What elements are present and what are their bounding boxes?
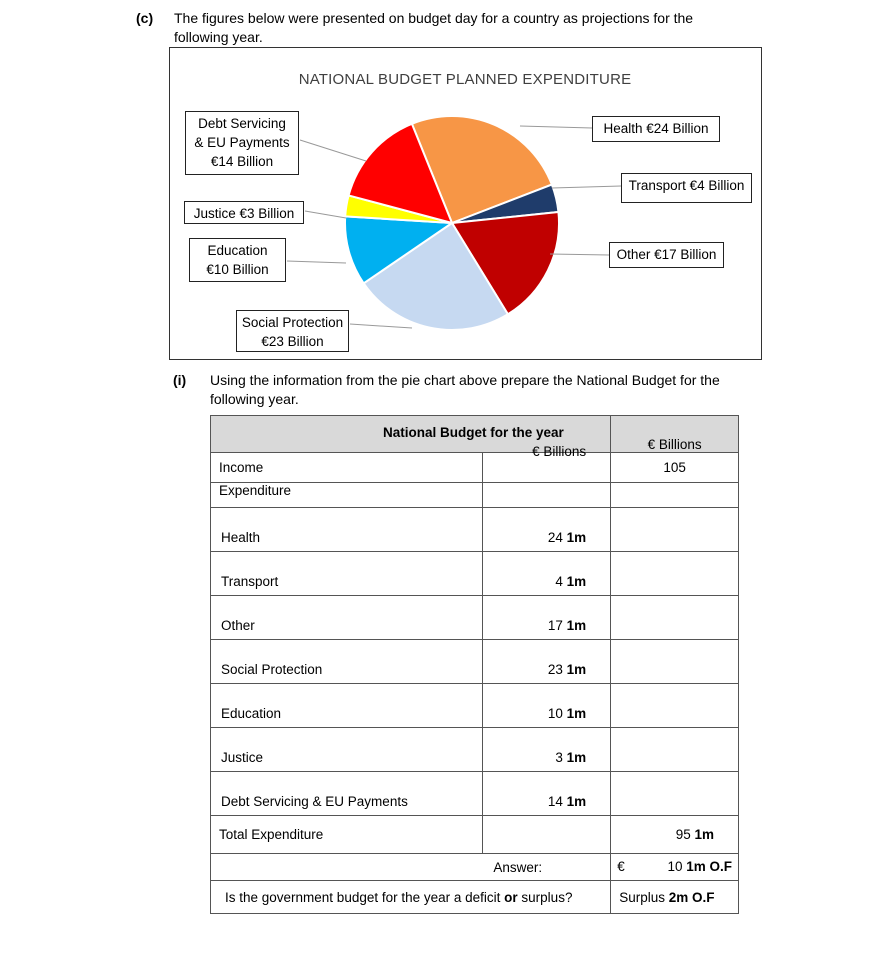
final-question [211,881,611,914]
col2-header: € Billions [611,416,739,453]
col1-header: € Billions [532,444,587,459]
expense-value: 3 [555,750,563,765]
callout-debt-line2: & EU Payments [194,135,290,150]
empty-cell [611,508,739,552]
table-row [211,483,739,508]
expense-value-cell [483,728,611,772]
expense-mark: 1m [566,706,587,721]
final-question-part2: surplus? [517,889,573,905]
answer-mark: 1m O.F [686,859,732,874]
answer-currency: € [617,859,625,874]
expense-value-cell [483,552,611,596]
expense-value-cell [483,596,611,640]
empty-cell [483,483,611,508]
expense-rows [211,508,739,816]
empty-cell [611,552,739,596]
expense-label: Health [211,508,483,552]
callout-leader-line [552,186,621,188]
table-row [211,453,739,483]
expense-label: Justice [211,728,483,772]
income-value: 105 [611,453,739,483]
expense-mark: 1m [566,750,587,765]
empty-cell [611,728,739,772]
table-row [211,854,739,881]
expense-mark: 1m [566,574,587,589]
table-row [211,728,739,772]
expense-value: 4 [555,574,563,589]
expense-value: 14 [547,794,563,809]
income-label: Income [211,453,483,483]
callout-social-line1: Social Protection [241,315,344,330]
callout-education-line1: Education [207,243,268,258]
table-row [211,881,739,914]
expense-label: Education [211,684,483,728]
pie-chart-frame [169,47,762,360]
empty-cell [611,772,739,816]
expenditure-label: Expenditure [211,483,483,508]
table-row [211,772,739,816]
callout-leader-line [305,211,346,218]
final-mark: 2m O.F [668,889,715,905]
empty-cell [611,483,739,508]
expense-value-cell [483,684,611,728]
expense-mark: 1m [566,662,587,677]
expense-mark: 1m [566,618,587,633]
empty-cell [611,684,739,728]
callout-health: Health €24 Billion [592,116,720,142]
total-label: Total Expenditure [211,816,483,854]
subquestion-label: (i) [173,372,187,388]
expense-label: Other [211,596,483,640]
expense-value: 17 [547,618,563,633]
total-value: 95 [675,827,691,842]
callout-leader-line [350,324,412,328]
table-row [211,596,739,640]
total-col1 [483,816,611,854]
answer-label: Answer: [211,854,611,881]
callout-leader-line [287,261,346,263]
table-row [211,816,739,854]
expense-mark: 1m [566,530,587,545]
callout-social-line2: €23 Billion [261,334,324,349]
expense-value-cell [483,640,611,684]
final-answer: Surplus [619,889,665,905]
expense-mark: 1m [566,794,587,809]
expense-value: 24 [547,530,563,545]
final-answer-cell [611,881,739,914]
callout-social-protection [236,310,349,352]
answer-cell [611,854,739,881]
table-row [211,508,739,552]
callout-debt-line1: Debt Servicing [198,116,286,131]
callout-debt-line3: €14 Billion [210,154,274,169]
subquestion-text: Using the information from the pie chart above prepare the National Budget for the following year. [210,372,720,407]
expense-value-cell [483,772,611,816]
callout-leader-line [520,126,592,128]
empty-cell [611,640,739,684]
final-question-part1: Is the government budget for the year a deficit [225,889,505,905]
table-row [211,552,739,596]
callout-debt-servicing [185,111,299,175]
total-mark: 1m [694,827,714,842]
expense-value-cell [483,508,611,552]
table-row [211,640,739,684]
final-question-or: or [504,889,518,905]
table-header-row [211,416,739,453]
callout-justice: Justice €3 Billion [184,201,304,224]
table-header-cell [211,416,611,459]
expense-value: 10 [547,706,563,721]
table-title: National Budget for the year [383,425,564,440]
question-text: The figures below were presented on budget day for a country as projections for the following year. [174,10,694,45]
callout-education [189,238,286,282]
expense-label: Social Protection [211,640,483,684]
callout-other: Other €17 Billion [609,242,724,268]
expense-value: 23 [547,662,563,677]
question-label: (c) [136,10,154,26]
chart-title: NATIONAL BUDGET PLANNED EXPENDITURE [298,71,632,88]
total-value-cell [611,816,739,854]
answer-value: 10 [667,859,683,874]
expense-label: Transport [211,552,483,596]
callout-leader-line [550,254,609,255]
callout-leader-line [300,140,366,161]
callout-transport: Transport €4 Billion [621,173,752,203]
table-row [211,684,739,728]
empty-cell [611,596,739,640]
budget-table [210,415,739,914]
expense-label: Debt Servicing & EU Payments [211,772,483,816]
callout-education-line2: €10 Billion [206,262,269,277]
